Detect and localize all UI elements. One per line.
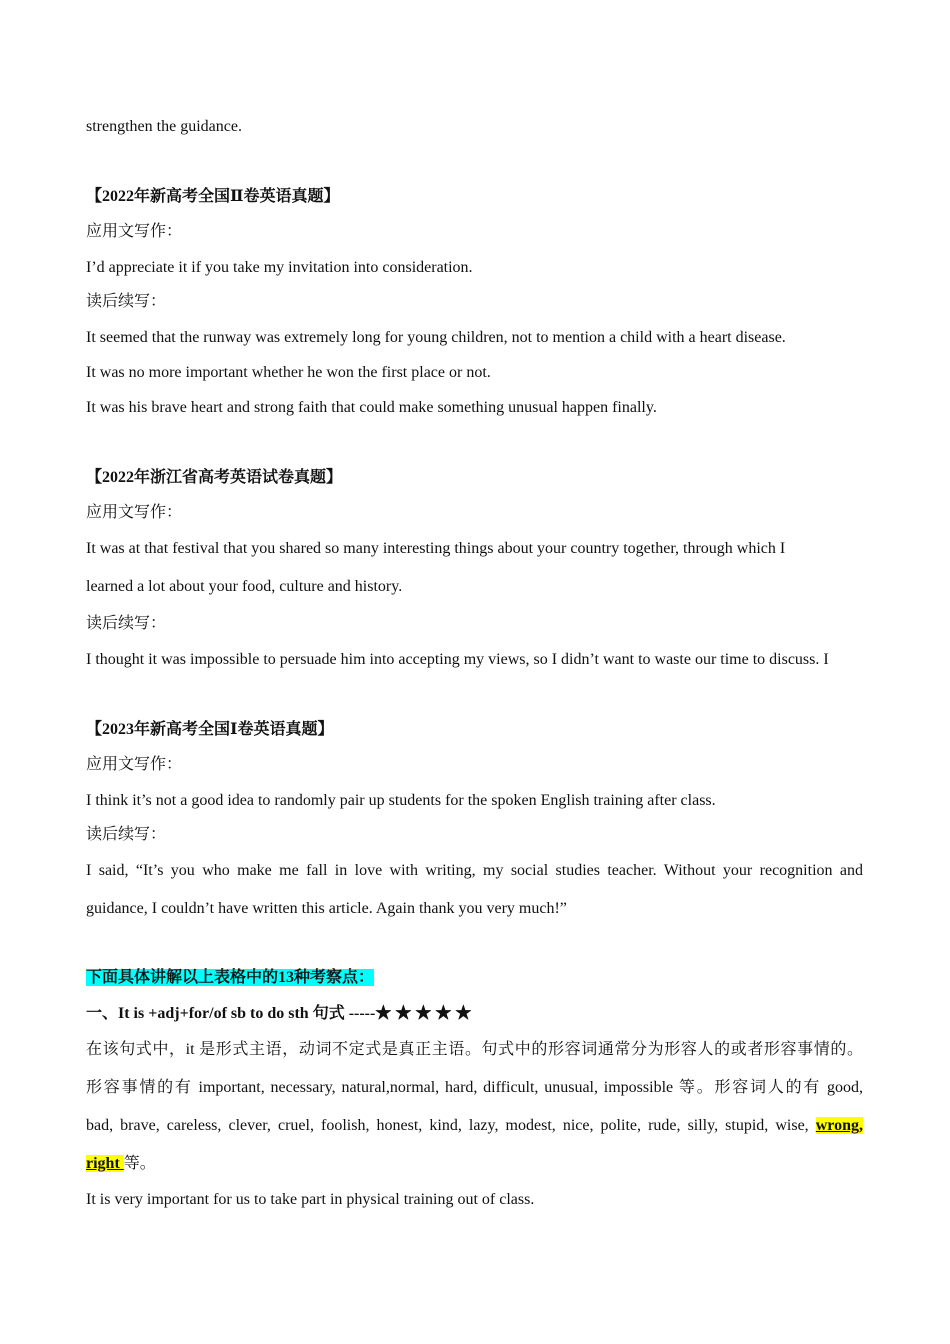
label-practical-writing: 应用文写作： — [86, 756, 183, 773]
text-line: strengthen the guidance. — [86, 118, 242, 135]
text-line: It seemed that the runway was extremely long for young children, not to mention a child with a heart disease. — [86, 329, 786, 346]
paragraph-text: 等。 — [123, 1155, 156, 1172]
text-line: I’d appreciate it if you take my invitation into consideration. — [86, 259, 473, 276]
section-heading: 【2022年浙江省高考英语试卷真题】 — [86, 469, 343, 486]
cyan-highlight: 下面具体讲解以上表格中的13种考察点： — [86, 969, 375, 986]
section-heading: 【2023年新高考全国Ⅰ卷英语真题】 — [86, 721, 334, 738]
paragraph-line — [86, 1116, 863, 1136]
paragraph-line — [86, 1154, 156, 1174]
paragraph-text: bad, brave, careless, clever, cruel, foolish, honest, kind, lazy, modest, nice, polite, rude, silly, stupid, wise, — [86, 1117, 809, 1134]
yellow-highlight: right — [86, 1155, 124, 1172]
example-sentence: It is very important for us to take part in physical training out of class. — [86, 1191, 535, 1208]
yellow-highlight: wrong, — [815, 1117, 864, 1134]
highlighted-section-title — [86, 968, 374, 988]
text-line: I thought it was impossible to persuade him into accepting my views, so I didn’t want to waste our time to discuss. I — [86, 651, 829, 668]
label-continuation-writing: 读后续写： — [86, 615, 167, 632]
label-continuation-writing: 读后续写： — [86, 826, 167, 843]
paragraph-line: 形容事情的有 important, necessary, natural,normal, hard, difficult, unusual, impossible 等。形容词人的有 good, — [86, 1079, 863, 1096]
section-heading: 【2022年新高考全国Ⅱ卷英语真题】 — [86, 188, 340, 205]
text-line: I said, “It’s you who make me fall in love with writing, my social studies teacher. Without your recognition and — [86, 862, 863, 879]
text-line: learned a lot about your food, culture and history. — [86, 578, 403, 595]
paragraph-line: 在该句式中，it 是形式主语，动词不定式是真正主语。句式中的形容词通常分为形容人的或者形容事情的。 — [86, 1041, 863, 1058]
text-line: It was no more important whether he won the first place or not. — [86, 364, 491, 381]
text-line: It was his brave heart and strong faith that could make something unusual happen finally. — [86, 399, 657, 416]
label-practical-writing: 应用文写作： — [86, 223, 183, 240]
label-practical-writing: 应用文写作： — [86, 504, 183, 521]
label-continuation-writing: 读后续写： — [86, 293, 167, 310]
subsection-heading: 一、It is +adj+for/of sb to do sth 句式 -----★ ★ ★ ★ ★ — [86, 1005, 472, 1022]
text-line: guidance, I couldn’t have written this article. Again thank you very much!” — [86, 900, 567, 917]
text-line: I think it’s not a good idea to randomly pair up students for the spoken English training after class. — [86, 792, 716, 809]
text-line: It was at that festival that you shared so many interesting things about your country together, through which I — [86, 540, 786, 557]
